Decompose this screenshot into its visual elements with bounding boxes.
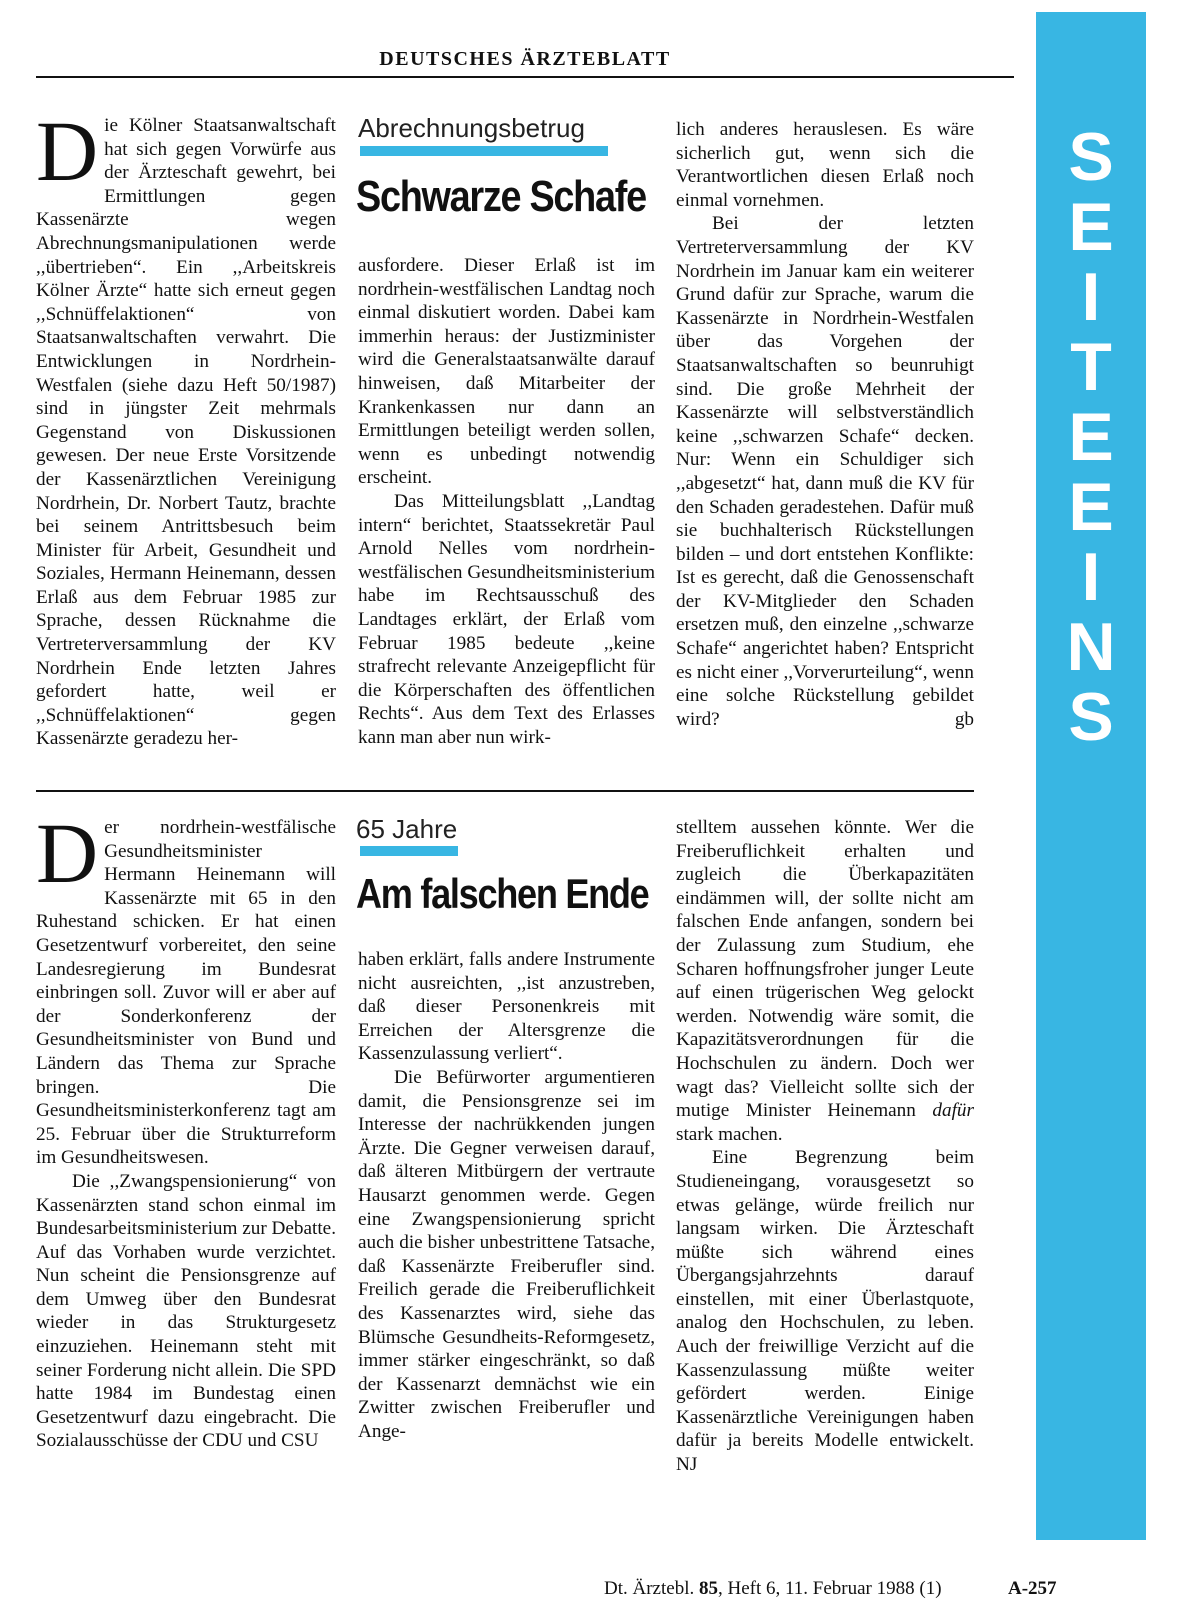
article1-col1 [36,103,336,751]
footer-citation [604,1578,942,1600]
paragraph [676,816,974,1146]
author-signature: gb [954,708,974,730]
paragraph-text: Bei der letzten Vertreterversammlung der KV Nordrhein im Januar kam ein weiterer Grund dafür zur Sprache, warum die Kassenärzte in Nordrhein-Westfalen über das Vorgehen der Staatsanwaltschaften so beunruhigt sind. Die große Mehrheit der Kassenärzte will selbstverständlich keine ,,schwarzen Schafe“ decken. Nur: Wenn ein Schuldiger sich ,,abgesetzt“ hat, dann muß die KV für den Schaden geradestehen. Dafür muß sie buchhalterisch Rückstellungen bilden – und dort entstehen Konflikte: Ist es gerecht, daß die Genossenschaft der KV-Mitglieder den Schaden ersetzen muß, den einzelne ,,schwarze Schafe“ angerichtet haben? Entspricht es nicht einer ,,Vorverurteilung“, wenn eine solche Rückstellung gebildet wird? [676,213,974,730]
paragraph: er nordrhein-westfälische Gesundheitsminister Hermann Heinemann will Kassenärzte mit 65 in den Ruhestand schicken. Er hat einen Gesetzentwurf vorbereitet, den seine Landesregierung im Bundesrat einbringen soll. Zuvor will er aber auf der Sonderkonferenz der Gesundheitsminister von Bund und Ländern das Thema zur Sprache bringen. Die Gesundheitsministerkonferenz tagt am 25. Februar über die Strukturreform im Gesundheitswesen. [36,817,336,1169]
sidebar-letter: S [1068,679,1114,755]
article1-kicker: Abrechnungsbetrug [358,113,585,143]
sidebar-letter: I [1081,539,1101,615]
masthead: DEUTSCHES ÄRZTEBLATT [379,48,671,70]
article2-col2 [358,948,655,1443]
article1-kicker-bar [360,146,608,156]
page-number: A-257 [1008,1578,1057,1599]
article1-col1-text: ie Kölner Staatsanwaltschaft hat sich gegen Vorwürfe aus der Ärzteschaft gewehrt, bei Ermittlungen gegen Kassenärzte wegen Abrechnungsmanipulationen werde ,,übertrieben“. Ein ,,Arbeitskreis Kölner Ärzte“ hatte sich erneut gegen ,,Schnüffelaktionen“ von Staatsanwaltschaften verwahrt. Die Entwicklungen in Nordrhein-Westfalen (siehe dazu Heft 50/1987) sind in jüngster Zeit mehrmals Gegenstand von Diskussionen gewesen. Der neue Erste Vorsitzende der Kassenärztlichen Vereinigung Nordrhein, Dr. Norbert Tautz, brachte bei seinem Antrittsbesuch beim Minister für Arbeit, Gesundheit und Soziales, Hermann Heinemann, dessen Erlaß aus dem Februar 1985 zur Sprache, dessen Rücknahme die Vertreterversammlung der KV Nordrhein Ende letzten Jahres gefordert hatte, weil er ,,Schnüffelaktionen“ gegen Kassenärzte geradezu her- [36,115,336,750]
paragraph: Die Befürworter argumentieren damit, die Pensionsgrenze sei im Interesse der nachrükkenden jungen Ärzte. Die Gegner verweisen darauf, daß älteren Mitbürgern der vertraute Hausarzt genommen werde. Gegen eine Zwangspensionierung spricht auch die bisher unbestrittene Tatsache, daß Kassenärzte Freiberufler sind. Freilich gerade die Freiberuflichkeit des Kassenarztes wird, siehe das Blümsche Gesundheits-Reformgesetz, immer stärker eingeschränkt, so daß der Kassenarzt demnächst wie ein Zwitter zwischen Freiberufler und Ange- [358,1066,655,1442]
article2-headline: Am falschen Ende [356,870,649,917]
paragraph-text: stelltem aussehen könnte. Wer die Freiberuflichkeit erhalten und zugleich die Überkapazitäten eindämmen will, der sollte nicht am falschen Ende anfangen, sondern bei der Zulassung zum Studium, ehe Scharen hoffnungsfroher junger Leute auf einen trügerischen Weg gelockt werden. Notwendig wäre somit, die Kapazitätsverordnungen für die Hochschulen zu ändern. Doch wer wagt das? Vielleicht sollte sich der mutige Minister Heinemann [676,817,974,1122]
paragraph-text: stark machen. [676,1123,783,1145]
paragraph: Die ,,Zwangspensionierung“ von Kassenärzten stand schon einmal im Bundesarbeitsministerium zur Debatte. Auf das Vorhaben wurde verzichtet. Nun scheint die Pensionsgrenze auf dem Umweg über den Bundesrat wieder in das Strukturgesetz einzuziehen. Heinemann steht mit seiner Forderung nicht allein. Die SPD hatte 1984 im Bundestag einen Gesetzentwurf dazu eingebracht. Die Sozialausschüsse der CDU und CSU [36,1170,336,1452]
paragraph [676,1146,974,1476]
article2-col1 [36,805,336,1453]
italic-word: dafür [932,1100,974,1122]
footer-journal: Dt. Ärztebl. [604,1578,695,1599]
sidebar-letter: N [1066,609,1116,685]
article2-col3 [676,816,974,1477]
article2-kicker-bar [360,846,458,856]
paragraph: haben erklärt, falls andere Instrumente nicht ausreichten, ,,ist anzustreben, daß dieser Personenkreis mit Erreichen der Altersgrenze die Kassenzulassung verliert“. [358,949,655,1065]
footer-volume: 85 [698,1578,718,1599]
article1-col3 [676,118,974,731]
paragraph: ausfordere. Dieser Erlaß ist im nordrhein-westfälischen Landtag noch einmal diskutiert worden. Dabei kam immerhin heraus: der Justizminister wird die Generalstaatsanwälte darauf hinweisen, daß Mitarbeiter der Krankenkassen nur dann an Ermittlungen beteiligt werden sollen, wenn es unbedingt notwendig erscheint. [358,255,655,489]
article2-kicker: 65 Jahre [356,814,458,844]
sidebar-letter: E [1068,469,1114,545]
paragraph: lich anderes herauslesen. Es wäre sicherlich gut, wenn sich die Verantwortlichen diesen Erlaß noch einmal vornehmen. [676,119,974,211]
article-separator-rule [36,790,974,792]
author-signature: NJ [676,1454,698,1476]
footer-issue: , Heft 6, 11. Februar 1988 (1) [717,1578,942,1599]
masthead-rule [36,76,1014,78]
sidebar-banner [1036,12,1146,1540]
sidebar-letter: S [1068,119,1114,195]
paragraph [676,212,974,731]
sidebar-letter: T [1070,329,1112,405]
paragraph-text: Eine Begrenzung beim Studieneingang, vorausgesetzt so etwas gelänge, würde freilich nur langsam wirken. Die Ärzteschaft müßte sich während eines Übergangsjahrzehnts darauf einstellen, mit einer Überlastquote, analog den Hochschulen, zu leben. Auch der freiwillige Verzicht auf die Kassenzulassung müßte weiter gefördert werden. Einige Kassenärztliche Vereinigungen haben dafür ja bereits Modelle entwickelt. [676,1147,974,1452]
paragraph: Das Mitteilungsblatt ,,Landtag intern“ berichtet, Staatssekretär Paul Arnold Nelles vom nordrhein-westfälischen Gesundheitsministerium habe im Rechtsausschuß des Landtages erklärt, der Erlaß vom Februar 1985 bedeute ,,keine strafrecht relevante Anzeigepflicht für die Körperschaften des öffentlichen Rechts“. Aus dem Text des Erlasses kann man aber nun wirk- [358,490,655,748]
sidebar-letter: E [1068,189,1114,265]
sidebar-letters [1036,119,1146,755]
sidebar-letter: I [1081,259,1101,335]
article1-headline: Schwarze Schafe [356,172,646,221]
dropcap: D [36,805,99,901]
article1-col2 [358,254,655,749]
dropcap: D [36,103,99,199]
sidebar-letter: E [1068,399,1114,475]
